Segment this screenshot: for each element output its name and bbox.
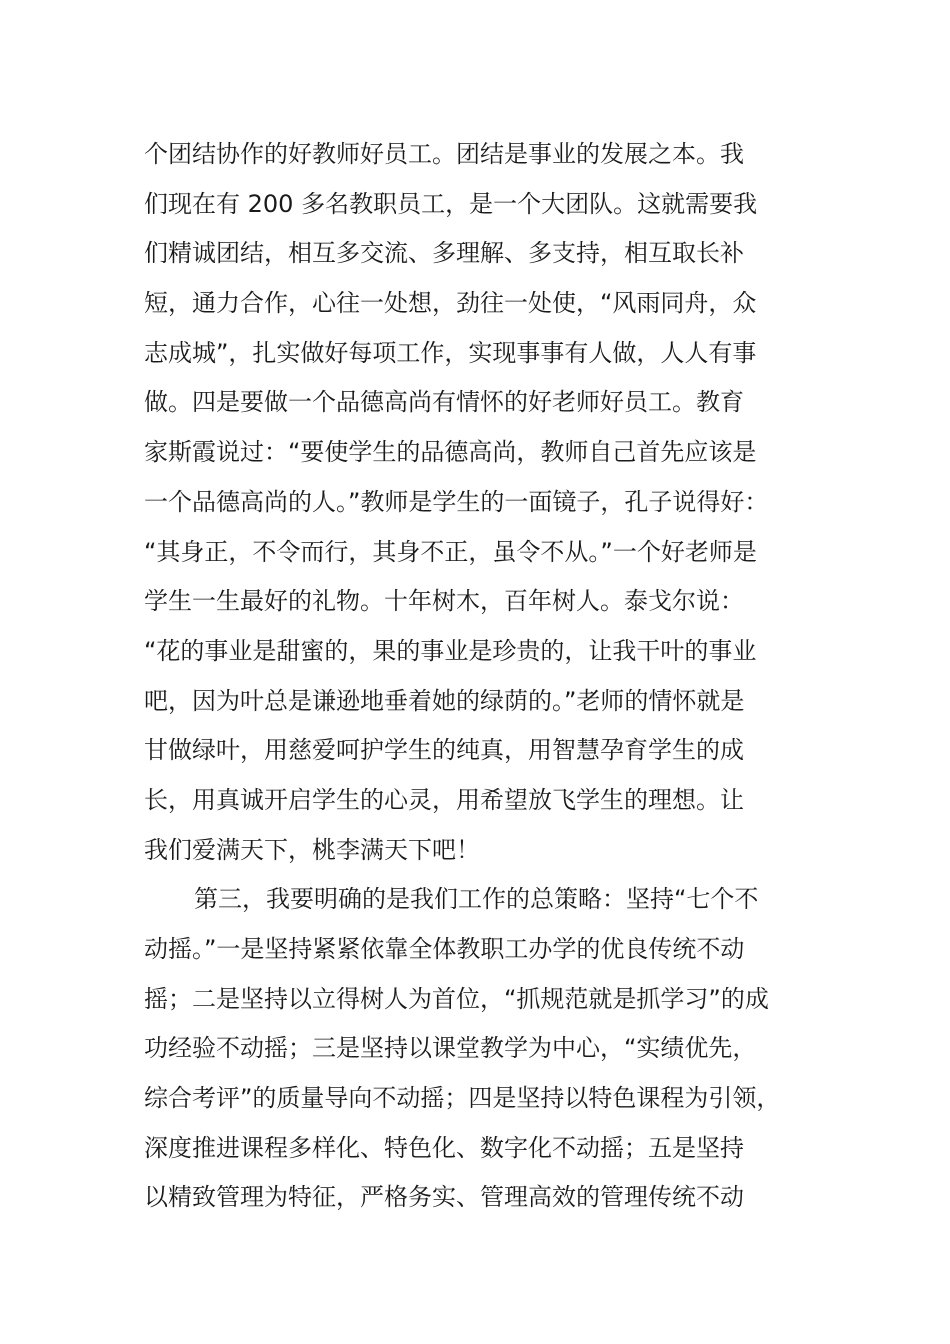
text-line: 我们爱满天下，桃李满天下吧！ [144,835,480,864]
text-line: 志成城”，扎实做好每项工作，实现事事有人做，人人有事 [144,338,757,367]
paragraph-start-line: 第三，我要明确的是我们工作的总策略：坚持“七个不 [194,885,759,914]
text-line: 短，通力合作，心往一处想，劲往一处使，“风雨同舟，众 [144,289,757,318]
text-line: 动摇。”一是坚持紧紧依靠全体教职工办学的优良传统不动 [144,935,745,963]
text-line: 做。四是要做一个品德高尚有情怀的好老师好员工。教育 [144,388,744,417]
text-line: 一个品德高尚的人。”教师是学生的一面镜子，孔子说得好： [144,487,769,516]
text-line: 吧，因为叶总是谦逊地垂着她的绿荫的。”老师的情怀就是 [144,686,745,715]
text-line: 学生一生最好的礼物。十年树木，百年树人。泰戈尔说： [144,587,744,616]
text-line: 以精致管理为特征，严格务实、管理高效的管理传统不动 [144,1183,744,1212]
text-line: “其身正，不令而行，其身不正，虽令不从。”一个好老师是 [144,537,757,566]
text-line: 们精诚团结，相互多交流、多理解、多支持，相互取长补 [144,239,744,268]
text-line: “花的事业是甜蜜的，果的事业是珍贵的，让我干叶的事业 [144,636,757,665]
text-line: 功经验不动摇；三是坚持以课堂教学为中心，“实绩优先， [144,1034,757,1063]
body-text [144,130,844,1223]
text-line: 们现在有 200 多名教职员工，是一个大团队。这就需要我 [144,189,758,218]
text-line: 摇；二是坚持以立得树人为首位，“抓规范就是抓学习”的成 [144,984,769,1013]
text-line: 长，用真诚开启学生的心灵，用希望放飞学生的理想。让 [144,785,744,814]
text-line: 综合考评”的质量导向不动摇；四是坚持以特色课程为引领， [144,1084,781,1113]
text-line: 个团结协作的好教师好员工。团结是事业的发展之本。我 [144,140,744,168]
text-line: 家斯霞说过：“要使学生的品德高尚，教师自己首先应该是 [144,438,757,467]
text-line: 深度推进课程多样化、特色化、数字化不动摇；五是坚持 [144,1133,744,1162]
text-line: 甘做绿叶，用慈爱呵护学生的纯真，用智慧孕育学生的成 [144,736,744,765]
